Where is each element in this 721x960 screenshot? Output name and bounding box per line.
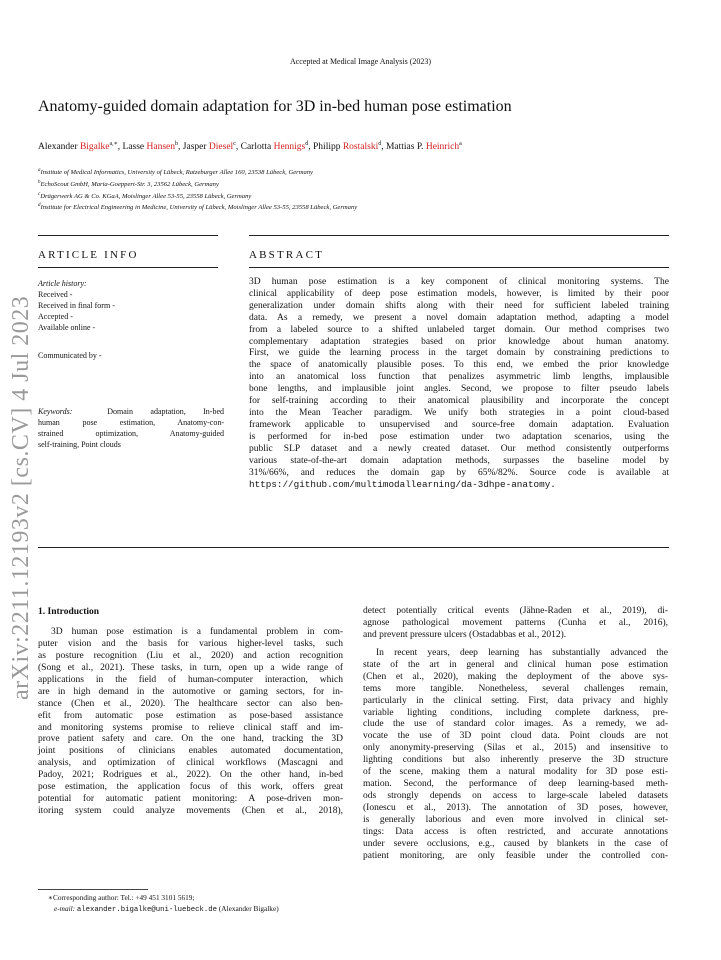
- history-received: Received -: [38, 290, 73, 299]
- text-line: tings: Data access is often restricted, and accurate annotations: [363, 826, 668, 837]
- text-line: Padoy, 2021; Rodrigues et al., 2022). On the other hand, in-bed: [38, 770, 343, 781]
- text-line: mation. Second, the performance of deep learning-based meth-: [363, 779, 668, 790]
- text-line: agnose pathological movement patterns (Cunha et al., 2016),: [363, 617, 668, 628]
- abstract-text: [249, 277, 669, 491]
- affiliation-marker: a: [38, 168, 41, 173]
- history-accepted: Accepted -: [38, 312, 73, 321]
- author-surname: Heinrich: [425, 142, 460, 153]
- text-line: under severe occlusions, e.g., caused by blankets in the case of: [363, 838, 668, 849]
- affiliation: [38, 166, 357, 178]
- affiliation: [38, 178, 357, 190]
- author-surname: Hansen: [146, 142, 176, 153]
- abstract-line: framework applicable to unsupervised and source-free domain adaptation. Evaluation: [249, 419, 669, 430]
- text-line: ods strongly depends on access to large-scale labeled datasets: [363, 791, 668, 802]
- text-line: (Chen et al., 2020), making the deployment of the above sys-: [363, 671, 668, 682]
- keywords-label: Keywords:: [38, 407, 73, 416]
- author-given-name: Lasse: [122, 142, 147, 153]
- abstract-line: the space of anatomically plausible poses. To this end, we embed the prior knowledge: [249, 360, 669, 371]
- author-surname: Bigalke: [79, 142, 110, 153]
- abstract-line: complementary adaptation strategies based on prior knowledge about human anatomy.: [249, 336, 669, 347]
- author: [123, 142, 179, 152]
- history-available-online: Available online -: [38, 323, 96, 332]
- text-line: prove patient safety and care. On the one hand, tracking the 3D: [38, 734, 343, 745]
- author-affiliation-marker: a,∗: [109, 141, 118, 147]
- abstract-line: First, we guide the learning process in the target domain by constraining predictions to: [249, 348, 669, 359]
- email-owner: (Alexander Bigalke): [218, 904, 279, 913]
- abstract-line: 31%/66%, and reduces the domain gap by 65%/82%. Source code is available at: [249, 467, 669, 478]
- text-line: stance (Chen et al., 2020). The healthcare sector can also ben-: [38, 698, 343, 709]
- text-line: only anonymity-preserving (Silas et al., 2015) and insensitive to: [363, 743, 668, 754]
- author-affiliation-marker: c: [233, 141, 236, 147]
- author: [241, 142, 309, 152]
- author-surname: Hennigs: [273, 142, 306, 153]
- keywords-line-3: strained optimization, Anatomy-guided: [38, 429, 224, 438]
- affiliation-text: Institute for Electrical Engineering in Medicine, University of Lübeck, Moislinger Allee 53-55, 23558 Lübeck, Germany: [40, 204, 358, 212]
- text-line: In recent years, deep learning has substantially advanced the: [376, 647, 668, 658]
- article-history-label: Article history:: [38, 279, 87, 288]
- corresponding-author-note: ∗Corresponding author: Tel.: +49 451 3101 5619;: [48, 893, 195, 902]
- paper-title: Anatomy-guided domain adaptation for 3D in-bed human pose estimation: [38, 98, 512, 115]
- abstract-line: into the Mean Teacher paradigm. We unify both strategies in a point cloud-based: [249, 407, 669, 418]
- affiliation-list: [38, 166, 357, 213]
- author-given-name: Mattias P.: [385, 142, 426, 153]
- text-line: lighting conditions but also inherently preserve the 3D structure: [363, 755, 668, 766]
- abstract-line: generalization under domain shifts along with their need for sufficient labeled training: [249, 300, 669, 311]
- text-line: analysis, and optimization of clinical workflows (Mascagni and: [38, 758, 343, 769]
- text-line: as posture recognition (Liu et al., 2020) and action recognition: [38, 650, 343, 661]
- text-line: puter vision and the basis for various higher-level tasks, such: [38, 638, 343, 649]
- text-line: patient monitoring, are only feasible under the controlled con-: [363, 850, 668, 861]
- footnote-rule: [38, 889, 148, 890]
- author: [386, 142, 462, 152]
- text-line: and monitoring systems promise to relieve clinical staff and im-: [38, 722, 343, 733]
- affiliation-text: Drägerwerk AG & Co. KGaA, Moislinger Allee 53-55, 23558 Lübeck, Germany: [40, 192, 252, 200]
- abstract-line: 3D human pose estimation is a key component of clinical monitoring systems. The: [249, 277, 669, 287]
- affiliation-marker: b: [38, 179, 41, 185]
- text-line: are in high demand in the automotive or gaming sectors, for in-: [38, 686, 343, 697]
- journal-header: Accepted at Medical Image Analysis (2023): [289, 57, 432, 66]
- author-affiliation-marker: d: [378, 141, 382, 147]
- author-surname: Rostalski: [342, 142, 379, 153]
- author-given-name: Alexander: [38, 142, 80, 153]
- keywords-block: [38, 406, 224, 450]
- author-affiliation-marker: a: [459, 141, 462, 147]
- author-email-link[interactable]: alexander.bigalke@uni-luebeck.de: [76, 906, 218, 914]
- abstract-line: for self-training according to their anatomical plausibility and incorporate the concept: [249, 396, 669, 407]
- text-line: variable lighting conditions, including complete darkness, pre-: [363, 707, 668, 718]
- arxiv-watermark: arXiv:2211.12193v2 [cs.CV] 4 Jul 2023: [8, 295, 34, 700]
- text-line: potential for automatic patient monitoring: A pose-driven mon-: [38, 794, 343, 805]
- keywords-line-2: human pose estimation, Anatomy-con-: [38, 418, 224, 427]
- author-affiliation-marker: d: [305, 141, 309, 147]
- abstract-line: is performed for in-bed pose estimation under two adaptation scenarios, using the: [249, 431, 669, 442]
- author-given-name: Jasper: [182, 142, 209, 153]
- intro-right-column: [363, 606, 668, 863]
- text-line: clude the use of standard color images. As a remedy, we ad-: [363, 719, 668, 730]
- author-affiliation-marker: b: [175, 141, 179, 147]
- article-info-heading: ARTICLE INFO: [38, 249, 139, 261]
- article-info-mid-rule: [38, 267, 218, 268]
- history-final-form: Received in final form -: [38, 301, 115, 310]
- abstract-line: data. As a remedy, we present a novel domain adaptation method, adapting a model: [249, 312, 669, 323]
- text-line: joint positions of clinicians enables automated documentation,: [38, 746, 343, 757]
- abstract-bottom-rule: [38, 547, 669, 548]
- abstract-line: various state-of-the-art domain adaptation methods, surpasses the baseline model by: [249, 455, 669, 466]
- abstract-line: from a labeled source to a shifted unlabeled target domain. Our method comprises two: [249, 324, 669, 335]
- text-line: (Ionescu et al., 2013). The annotation of 3D poses, however,: [363, 803, 668, 813]
- text-line: itoring system could analyze movements (Chen et al., 2018),: [38, 806, 343, 817]
- article-history: [38, 278, 223, 333]
- author: [183, 142, 236, 152]
- keywords-line-4: self-training, Point clouds: [38, 440, 121, 449]
- affiliation-marker: d: [38, 203, 41, 209]
- affiliation: [38, 190, 357, 202]
- email-note: [54, 904, 279, 915]
- keywords-line-1: Domain adaptation, In-bed: [107, 407, 224, 416]
- affiliation: [38, 201, 357, 213]
- source-code-link[interactable]: https://github.com/multimodallearning/da-3dhpe-anatomy.: [249, 479, 556, 491]
- author-list: Alexander Bigalke$^{a,∗}$, Lasse Hansen$^b$, Jasper Diesel$^c$, Carlotta Hennigs$^d$, Philipp Rostalski$^d$, Mattias P. Heinrich$^a$: [38, 141, 462, 153]
- text-line: 3D human pose estimation is a fundamental problem in com-: [51, 627, 343, 637]
- communicated-by: Communicated by -: [38, 351, 102, 360]
- text-line: of the scene, making them a natural modality for 3D pose esti-: [363, 767, 668, 778]
- text-line: vocate the use of 3D point cloud data. Point clouds are not: [363, 731, 668, 742]
- text-line: pose estimation, the application focus of this work, offers great: [38, 782, 343, 793]
- author: [313, 142, 381, 152]
- abstract-mid-rule: [249, 267, 669, 268]
- text-line: and prevent pressure ulcers (Ostadabbas et al., 2012).: [363, 629, 567, 640]
- abstract-line: clinical applicability of deep pose estimation models, however, is limited by their poor: [249, 288, 669, 299]
- text-line: state of the art in general and clinical human pose estimation: [363, 659, 668, 670]
- text-line: particularly in the clinical setting. First, data privacy and highly: [363, 695, 668, 706]
- abstract-line: public SLP dataset and a newly created dataset. Our method consistently outperforms: [249, 443, 669, 454]
- affiliation-marker: c: [38, 191, 41, 197]
- abstract-line: bone lengths, and implausible joint angles. Second, we propose to filter pseudo labels: [249, 384, 669, 395]
- text-line: (Song et al., 2021). These tasks, in turn, open up a wide range of: [38, 662, 343, 673]
- author-given-name: Philipp: [313, 142, 343, 153]
- author: [38, 142, 118, 152]
- text-line: is generally laborious and even more involved in clinical set-: [363, 814, 668, 825]
- author-surname: Diesel: [208, 142, 234, 153]
- section-heading-introduction: 1. Introduction: [38, 607, 100, 617]
- intro-left-column: [38, 627, 343, 818]
- abstract-top-rule: [249, 235, 669, 236]
- text-line: applications in the field of human-computer interaction, which: [38, 674, 343, 685]
- affiliation-text: Institute of Medical Informatics, University of Lübeck, Ratzeburger Allee 160, 23538 Lübeck, Germany: [40, 169, 313, 177]
- text-line: tems more tangible. Nonetheless, several challenges remain,: [363, 683, 668, 694]
- text-line: detect potentially critical events (Jähne-Raden et al., 2019), di-: [363, 606, 668, 616]
- abstract-heading: ABSTRACT: [249, 249, 325, 261]
- text-line: efit from automatic pose estimation as pose-based assistance: [38, 710, 343, 721]
- article-info-top-rule: [38, 235, 218, 236]
- abstract-line: into an anatomical loss function that penalizes asymmetric limb lengths, implausible: [249, 372, 669, 383]
- email-label: e-mail:: [54, 904, 76, 913]
- author-given-name: Carlotta: [240, 142, 274, 153]
- affiliation-text: EchoScout GmbH, Maria-Goeppert-Str. 3, 23562 Lübeck, Germany: [40, 180, 219, 188]
